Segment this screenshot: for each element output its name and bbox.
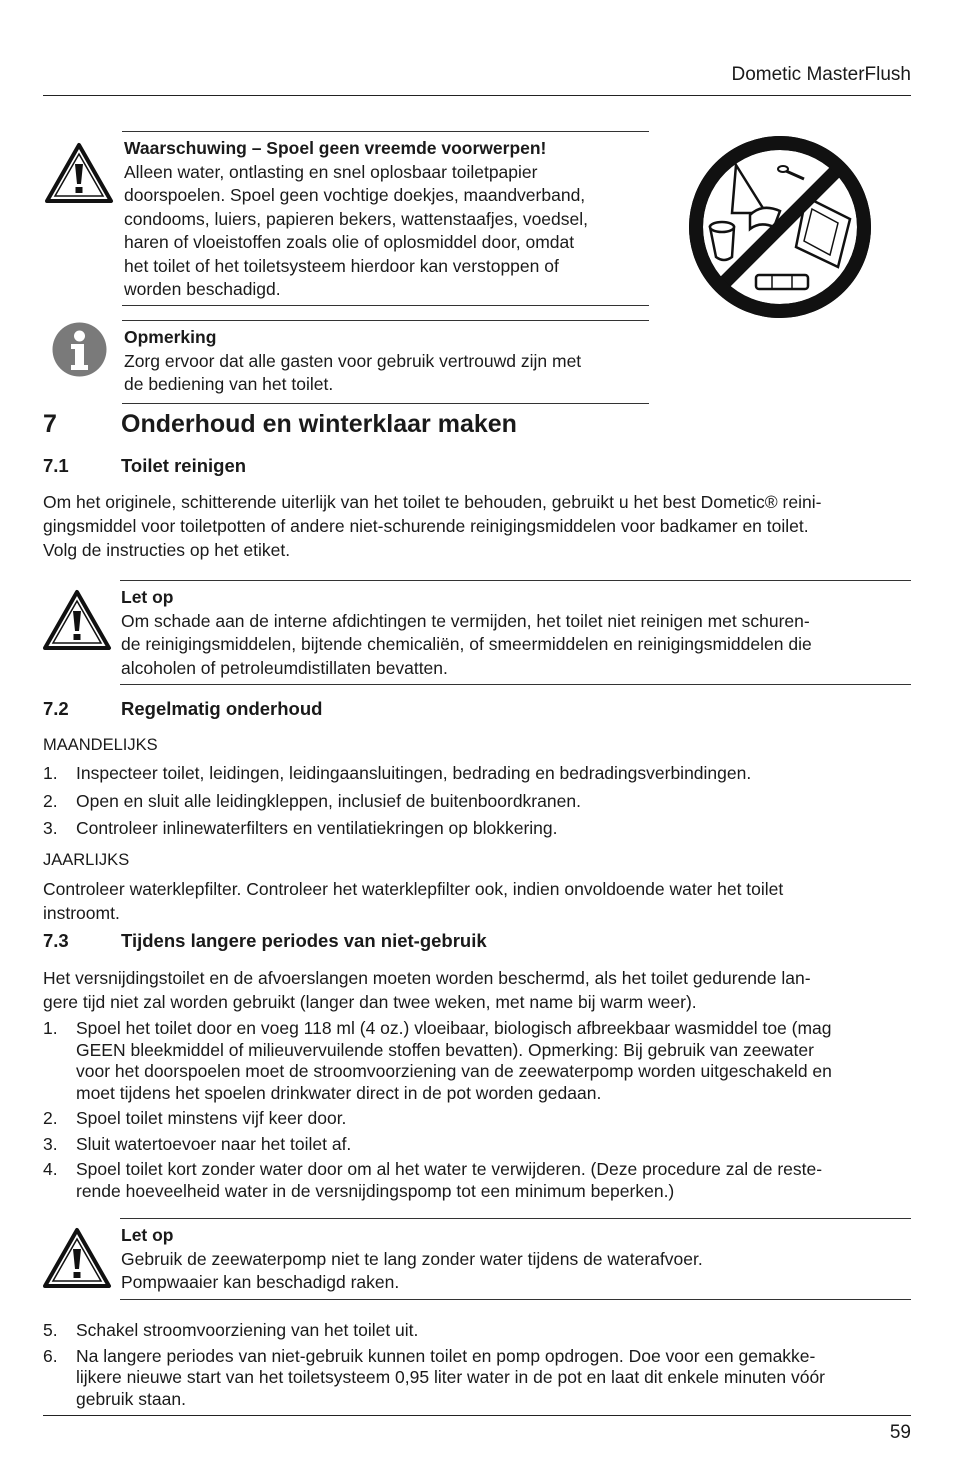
list-text: Controleer inlinewaterfilters en ventilatiekringen op blokkering. [76,818,558,838]
monthly-list [43,763,911,840]
list-item [43,1346,923,1411]
list-text [76,1159,923,1202]
no-foreign-objects-icon [688,135,872,319]
warning-triangle-icon [42,1227,112,1289]
caution-top-rule [120,580,911,581]
para-line: instroomt. [43,903,120,923]
section-7-number: 7 [43,410,57,438]
section-7-3-number: 7.3 [43,930,69,951]
list-text [76,1346,923,1411]
list-line: rende hoeveelheid water in de versnijdingspomp tot een minimum beperken.) [76,1180,675,1201]
note-line: de bediening van het toilet. [124,374,334,394]
list-item [43,1134,923,1156]
list-line: Spoel toilet kort zonder water door om al het water te verwijderen. (Deze procedure zal de reste- [76,1159,823,1179]
list-number: 1. [43,1018,58,1038]
section-7-2-number: 7.2 [43,698,69,719]
caution-2-bottom-rule [120,1299,911,1300]
list-line: moet tijdens het spoelen drinkwater direct in de pot worden gedaan. [76,1082,602,1103]
list-line: Spoel het toilet door en voeg 118 ml (4 oz.) vloeibaar, biologisch afbreekbaar wasmiddel toe (mag [76,1018,832,1038]
warning-bottom-rule [122,305,649,306]
list-number: 2. [43,790,58,811]
list-item [43,1320,923,1342]
caution-title: Let op [121,587,174,607]
footer-divider [43,1415,911,1416]
list-text: Schakel stroomvoorziening van het toilet uit. [76,1320,419,1340]
caution-line: alcoholen of petroleumdistillaten bevatten. [121,657,448,678]
list-line: GEEN bleekmiddel of milieuvervuilende stoffen bevatten). Opmerking: Bij gebruik van zeewater [76,1039,814,1060]
note-title: Opmerking [124,327,217,347]
section-7-title: Onderhoud en winterklaar maken [121,410,517,438]
caution-bottom-rule [120,684,911,685]
caution-2-title: Let op [121,1225,174,1245]
warning-line: worden beschadigd. [124,279,281,299]
list-number: 4. [43,1159,58,1179]
steps-list-b [43,1320,923,1410]
warning-block [124,137,649,302]
list-text: Sluit watertoevoer naar het toilet af. [76,1133,352,1154]
list-text: Inspecteer toilet, leidingen, leidingaansluitingen, bedrading en bedradingsverbindingen. [76,763,752,783]
header-title: Dometic MasterFlush [731,64,911,85]
warning-line: haren of vloeistoffen zoals olie of oplosmiddel door, omdat [124,232,575,252]
list-line: voor het doorspoelen moet de stroomvoorziening van de zeewaterpomp worden uitgeschakeld en [76,1061,832,1081]
yearly-paragraph [43,877,923,925]
caution-line: Pompwaaier kan beschadigd raken. [121,1272,400,1292]
note-bottom-rule [122,403,649,404]
section-7-3-intro [43,966,923,1014]
list-line: Na langere periodes van niet-gebruik kunnen toilet en pomp opdrogen. Doe voor een gemakke- [76,1345,816,1366]
list-item [43,818,911,840]
list-item [43,1108,923,1130]
caution-2-top-rule [120,1218,911,1219]
list-item [43,791,911,813]
warning-line: condooms, luiers, papieren bekers, wattenstaafjes, voedsel, [124,208,589,229]
warning-title: Waarschuwing – Spoel geen vreemde voorwerpen! [124,138,547,158]
para-line: Volg de instructies op het etiket. [43,540,291,560]
caution-2-block [121,1224,911,1295]
section-7-3-title: Tijdens langere periodes van niet-gebruik [121,930,487,951]
para-line: Controleer waterklepfilter. Controleer het waterklepfilter ook, indien onvoldoende water het toilet [43,879,784,899]
section-7-1-number: 7.1 [43,455,69,476]
list-line: lijkere nieuwe start van het toiletsysteem 0,95 liter water in de pot en laat dit enkele minuten vóór [76,1367,826,1387]
list-item [43,1159,923,1202]
list-number: 6. [43,1345,58,1366]
list-number: 2. [43,1108,58,1128]
section-7-1-title: Toilet reinigen [121,455,247,476]
list-line: gebruik staan. [76,1388,186,1409]
section-7-2-title: Regelmatig onderhoud [121,698,323,719]
caution-line: de reinigingsmiddelen, bijtende chemicaliën, of smeermiddelen en reinigingsmiddelen die [121,634,812,654]
section-7-1-paragraph [43,490,923,562]
list-item [43,1018,923,1104]
warning-line: het toilet of het toiletsysteem hierdoor kan verstoppen of [124,255,559,276]
caution-block [121,586,911,680]
caution-line: Gebruik de zeewaterpomp niet te lang zonder water tijdens de waterafvoer. [121,1248,703,1269]
list-number: 5. [43,1320,58,1340]
note-line: Zorg ervoor dat alle gasten voor gebruik vertrouwd zijn met [124,350,582,371]
header-divider [43,95,911,96]
warning-triangle-icon [44,142,114,204]
page-number: 59 [889,1422,911,1443]
caution-line: Om schade aan de interne afdichtingen te vermijden, het toilet niet reinigen met schuren- [121,610,810,631]
list-item [43,763,911,785]
note-top-rule [122,320,649,321]
warning-line: Alleen water, ontlasting en snel oplosbaar toiletpapier [124,161,538,182]
steps-list-a [43,1018,923,1202]
yearly-label: JAARLIJKS [43,851,130,869]
para-line: gingsmiddel voor toiletpotten of andere niet-schurende reinigingsmiddelen voor badkamer en toilet. [43,516,809,536]
warning-triangle-icon [42,589,112,651]
monthly-label: MAANDELIJKS [43,736,158,754]
list-text: Spoel toilet minstens vijf keer door. [76,1108,347,1128]
para-line: Het versnijdingstoilet en de afvoerslangen moeten worden beschermd, als het toilet gedurende lan- [43,968,811,988]
para-line: gere tijd niet zal worden gebruikt (langer dan twee weken, met name bij warm weer). [43,992,697,1012]
list-number: 3. [43,1133,58,1154]
list-text: Open en sluit alle leidingkleppen, inclusief de buitenboordkranen. [76,790,581,811]
list-text [76,1018,923,1104]
warning-top-rule [122,131,649,132]
warning-line: doorspoelen. Spoel geen vochtige doekjes, maandverband, [124,185,586,205]
info-icon [51,321,108,378]
list-number: 1. [43,763,58,783]
note-block [124,326,649,397]
para-line: Om het originele, schitterende uiterlijk van het toilet te behouden, gebruikt u het best Dometic® reini- [43,492,822,512]
list-number: 3. [43,818,58,838]
